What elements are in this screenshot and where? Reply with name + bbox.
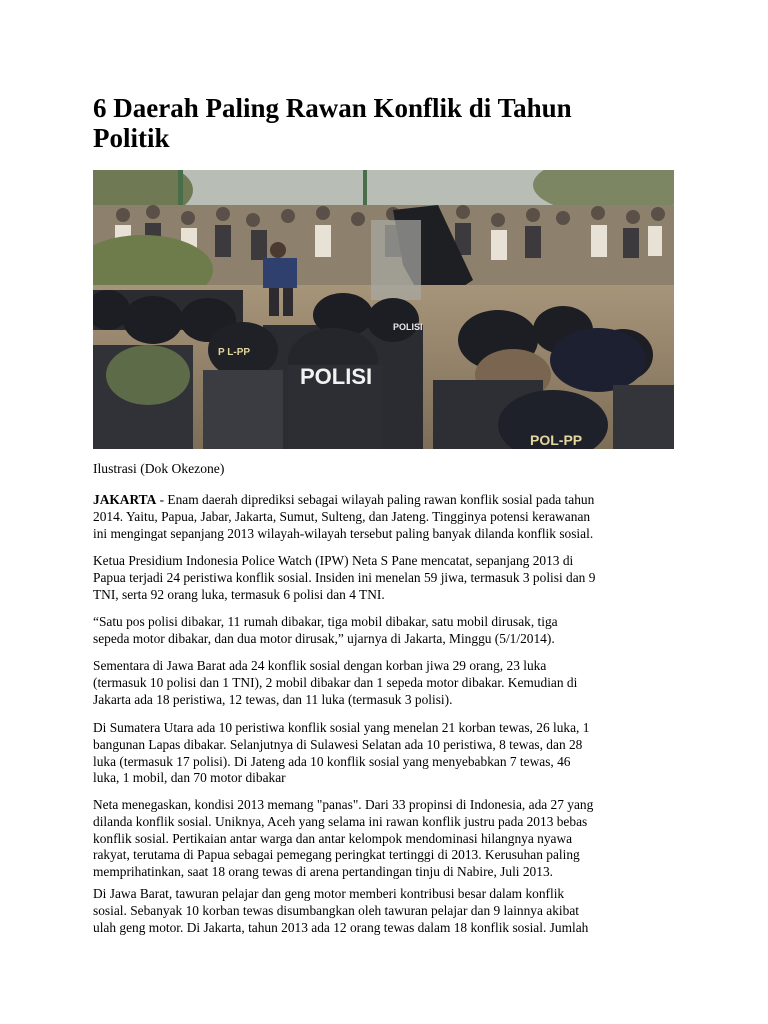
- paragraph-3-line-2: sepeda motor dibakar, dan dua motor dirusak,” ujarnya di Jakarta, Minggu (5/1/2014).: [93, 630, 555, 646]
- paragraph-4: [93, 658, 677, 708]
- shield-text-polisi-small: POLISI: [393, 322, 423, 332]
- paragraph-7-line-2: sosial. Sebanyak 10 korban tewas disumbangkan oleh tawuran pelajar dan 9 lainnya akibat: [93, 902, 580, 918]
- paragraph-2: [93, 553, 677, 603]
- title-line-1: 6 Daerah Paling Rawan Konflik di Tahun: [93, 93, 572, 123]
- paragraph-1: [93, 492, 677, 542]
- paragraph-2-line-2: Papua terjadi 24 peristiwa konflik sosial. Insiden ini menelan 59 jiwa, termasuk 3 polisi dan 9: [93, 569, 596, 585]
- paragraph-4-line-1: Sementara di Jawa Barat ada 24 konflik sosial dengan korban jiwa 29 orang, 23 luka: [93, 658, 547, 673]
- dateline: JAKARTA: [93, 492, 157, 507]
- paragraph-5: [93, 720, 677, 787]
- shield-text-polisi: POLISI: [300, 364, 373, 389]
- photo-caption: Ilustrasi (Dok Okezone): [93, 461, 225, 476]
- paragraph-1-line-1: [93, 492, 677, 509]
- paragraph-1-line-2: 2014. Yaitu, Papua, Jabar, Jakarta, Sumut, Sulteng, dan Jateng. Tingginya potensi kerawanan: [93, 508, 591, 524]
- paragraph-5-line-1: Di Sumatera Utara ada 10 peristiwa konflik sosial yang menelan 21 korban tewas, 26 luka, 1: [93, 720, 590, 735]
- paragraph-7: [93, 886, 677, 936]
- paragraph-6-line-4: rakyat, terutama di Papua sebagai pemegang peringkat tertinggi di 2013. Kerusuhan paling: [93, 847, 580, 863]
- paragraph-5-line-4: luka, 1 mobil, dan 70 motor dibakar: [93, 770, 286, 786]
- paragraph-6-line-3: konflik sosial. Pertikaian antar warga dan antar kelompok mendominasi hilangnya nyawa: [93, 830, 573, 846]
- paragraph-2-line-1: Ketua Presidium Indonesia Police Watch (IPW) Neta S Pane mencatat, sepanjang 2013 di: [93, 553, 574, 568]
- article-title: [93, 93, 693, 153]
- paragraph-1-line-3: ini mengingat sepanjang 2013 wilayah-wilayah tersebut paling banyak dilanda konflik sosial.: [93, 525, 594, 541]
- paragraph-6-line-1: Neta menegaskan, kondisi 2013 memang "panas". Dari 33 propinsi di Indonesia, ada 27 yang: [93, 797, 594, 812]
- title-line-2: Politik: [93, 123, 170, 153]
- paragraph-3-line-1: “Satu pos polisi dibakar, 11 rumah dibakar, tiga mobil dibakar, satu mobil dirusak, tiga: [93, 614, 558, 629]
- paragraph-7-line-3: ulah geng motor. Di Jakarta, tahun 2013 ada 12 orang tewas dalam 18 konflik sosial. Jumlah: [93, 919, 589, 935]
- shield-text-pol-pp: POL-PP: [530, 432, 583, 448]
- paragraph-4-line-2: (termasuk 10 polisi dan 1 TNI), 2 mobil dibakar dan 1 sepeda motor dibakar. Kemudian di: [93, 674, 578, 690]
- paragraph-6-line-5: memprihatinkan, saat 18 orang tewas di arena pertandingan tinju di Nabire, Juli 2013.: [93, 864, 553, 880]
- paragraph-5-line-3: luka (termasuk 17 polisi). Di Jateng ada 10 konflik sosial yang menyebabkan 7 tewas, 46: [93, 753, 571, 769]
- paragraph-2-line-3: TNI, serta 92 orang luka, termasuk 6 polisi dan 4 TNI.: [93, 586, 385, 602]
- paragraph-1-line-1-text: - Enam daerah diprediksi sebagai wilayah paling rawan konflik sosial pada tahun: [156, 492, 595, 507]
- paragraph-5-line-2: bangunan Lapas dibakar. Selanjutnya di Sulawesi Selatan ada 10 peristiwa, 8 tewas, dan 28: [93, 736, 583, 752]
- paragraph-6: [93, 797, 677, 881]
- paragraph-7-line-1: Di Jawa Barat, tawuran pelajar dan geng motor memberi kontribusi besar dalam konflik: [93, 886, 565, 901]
- paragraph-3: [93, 614, 677, 648]
- shield-text-l-pp: P L-PP: [218, 347, 251, 358]
- paragraph-4-line-3: Jakarta ada 18 peristiwa, 12 tewas, dan 11 luka (termasuk 3 polisi).: [93, 691, 453, 707]
- paragraph-6-line-2: dilanda konflik sosial. Uniknya, Aceh yang selama ini rawan konflik justru pada 2013 bebas: [93, 813, 588, 829]
- article-photo: [93, 170, 674, 449]
